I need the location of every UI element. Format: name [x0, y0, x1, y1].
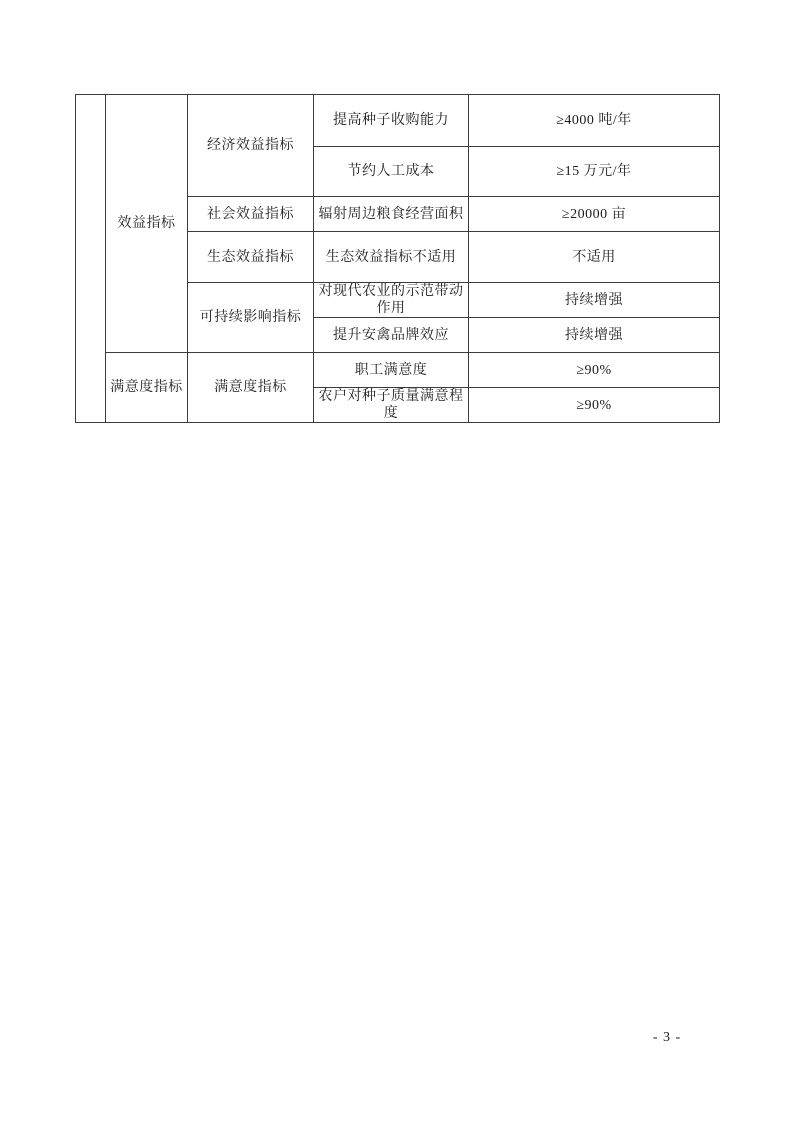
- indicator-value-cell: ≥4000 吨/年: [469, 95, 720, 147]
- indicator-value-cell: ≥15 万元/年: [469, 147, 720, 197]
- subcategory-cell-social: 社会效益指标: [188, 197, 314, 232]
- subcategory-cell-ecological: 生态效益指标: [188, 232, 314, 283]
- table-row: [76, 95, 720, 147]
- category-cell-benefit: 效益指标: [106, 95, 188, 353]
- indicator-name-cell: 对现代农业的示范带动作用: [314, 283, 469, 318]
- subcategory-cell-sustainability: 可持续影响指标: [188, 283, 314, 353]
- indicator-value-cell: 不适用: [469, 232, 720, 283]
- indicator-name-cell: 职工满意度: [314, 353, 469, 388]
- table-row: [76, 353, 720, 388]
- indicator-name-cell: 提高种子收购能力: [314, 95, 469, 147]
- left-spacer-cell: [76, 95, 106, 423]
- indicator-name-cell: 生态效益指标不适用: [314, 232, 469, 283]
- indicator-value-cell: 持续增强: [469, 318, 720, 353]
- subcategory-cell-satisfaction: 满意度指标: [188, 353, 314, 423]
- indicator-name-cell: 辐射周边粮食经营面积: [314, 197, 469, 232]
- indicator-value-cell: ≥90%: [469, 353, 720, 388]
- page-number: - 3 -: [652, 1030, 682, 1045]
- indicator-name-cell: 节约人工成本: [314, 147, 469, 197]
- indicator-name-cell: 提升安禽品牌效应: [314, 318, 469, 353]
- category-cell-satisfaction: 满意度指标: [106, 353, 188, 423]
- subcategory-cell-economic: 经济效益指标: [188, 95, 314, 197]
- performance-indicator-table: [75, 94, 720, 423]
- indicator-name-cell: 农户对种子质量满意程度: [314, 388, 469, 423]
- indicator-value-cell: ≥90%: [469, 388, 720, 423]
- indicator-value-cell: ≥20000 亩: [469, 197, 720, 232]
- indicator-value-cell: 持续增强: [469, 283, 720, 318]
